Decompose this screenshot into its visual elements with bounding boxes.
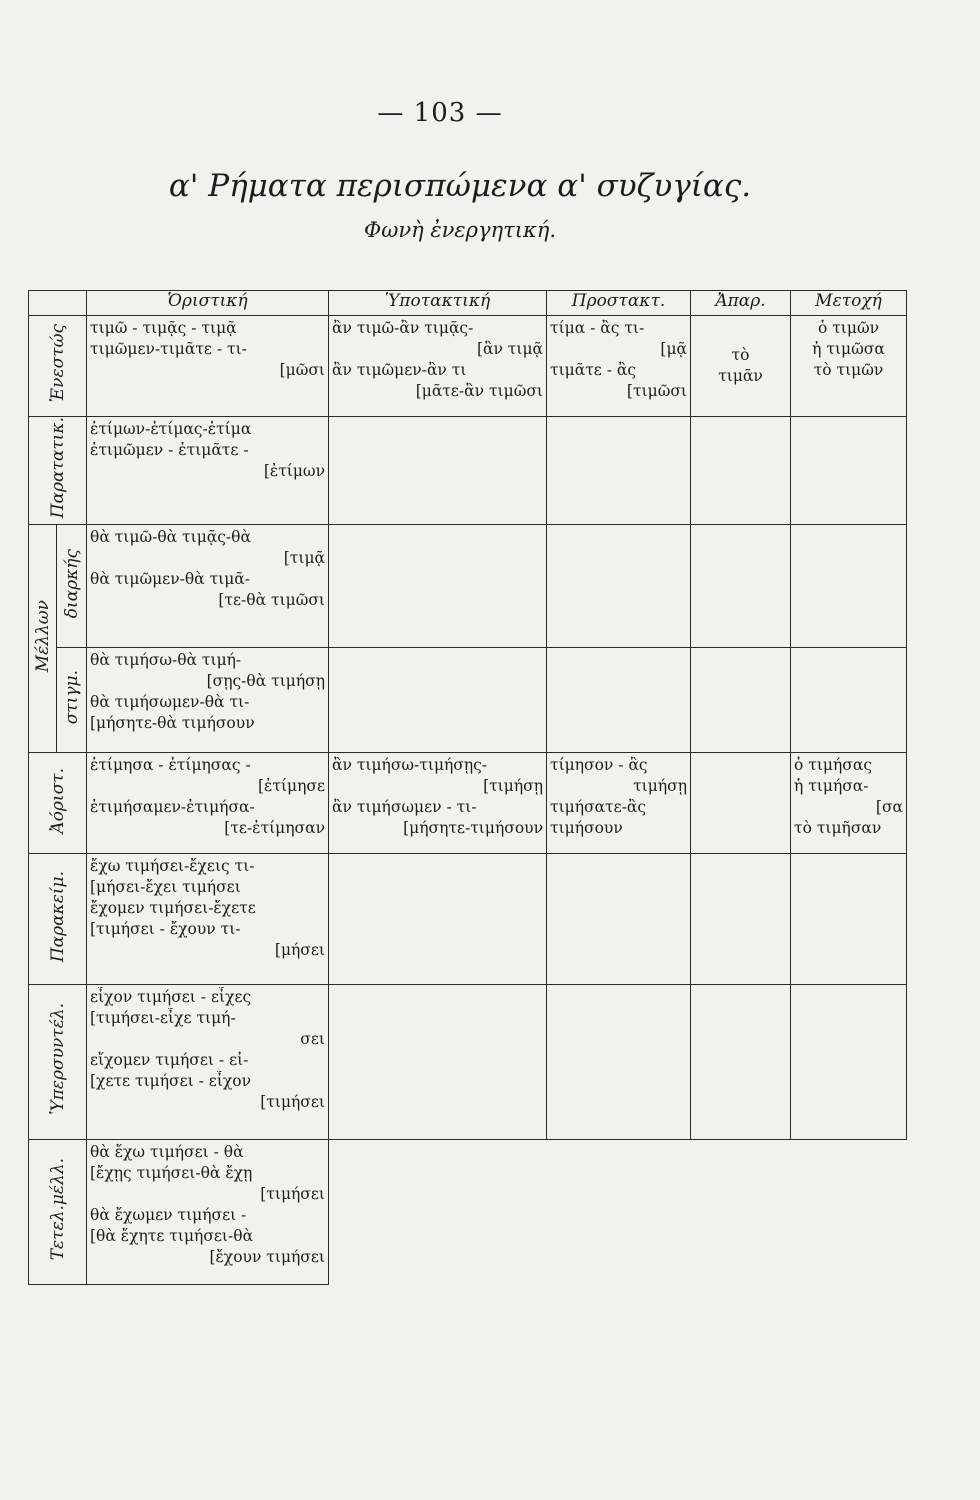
- future-perfect-participle: [791, 1140, 907, 1285]
- row-future-perfect: [29, 1140, 907, 1285]
- header-imperative: Προστακτ.: [547, 291, 691, 316]
- aorist-participle: ὁ τιμήσας ἡ τιμήσα- [σα τὸ τιμῆσαν: [791, 753, 907, 854]
- header-indicative: Ὁριστική: [87, 291, 329, 316]
- pluperfect-participle: [791, 985, 907, 1140]
- aorist-infinitive: [691, 753, 791, 854]
- imperfect-subjunctive: [329, 417, 547, 525]
- perfect-participle: [791, 854, 907, 985]
- perfect-indicative: ἔχω τιμήσει-ἔχεις τι- [μήσει-ἔχει τιμήσει ἔχομεν τιμήσει-ἔχετε [τιμήσει - ἔχουν τι- [μήσει: [87, 854, 329, 985]
- present-subjunctive: ἂν τιμῶ-ἂν τιμᾷς- [ἂν τιμᾷ ἂν τιμῶμεν-ἂν τι [μᾶτε-ἂν τιμῶσι: [329, 316, 547, 417]
- conjugation-table: [28, 290, 907, 1285]
- future-continuous-infinitive: [691, 525, 791, 648]
- pluperfect-indicative: εἶχον τιμήσει - εἶχες [τιμήσει-εἶχε τιμή- σει εἴχομεν τιμήσει - εἰ- [χετε τιμήσει - εἶχον [τιμήσει: [87, 985, 329, 1140]
- aorist-subjunctive: ἂν τιμήσω-τιμήσῃς- [τιμήσῃ ἂν τιμήσωμεν - τι- [μήσητε-τιμήσουν: [329, 753, 547, 854]
- aorist-indicative: ἐτίμησα - ἐτίμησας - [ἐτίμησε ἐτιμήσαμεν-ἐτιμήσα- [τε-ἐτίμησαν: [87, 753, 329, 854]
- perfect-infinitive: [691, 854, 791, 985]
- future-perfect-indicative: θὰ ἔχω τιμήσει - θὰ [ἔχῃς τιμήσει-θὰ ἔχῃ [τιμήσει θὰ ἔχωμεν τιμήσει - [θὰ ἔχητε τιμήσει-θὰ [ἔχουν τιμήσει: [87, 1140, 329, 1285]
- future-simple-infinitive: [691, 648, 791, 753]
- aorist-imperative: τίμησον - ἂς τιμήσῃ τιμήσατε-ἂς τιμήσουν: [547, 753, 691, 854]
- label-future: Μέλλων: [29, 525, 57, 753]
- label-future-perfect: Τετελ.μέλλ.: [29, 1140, 87, 1285]
- page-title: α' Ρήματα περισπώμενα α' συζυγίας.: [168, 168, 752, 204]
- row-perfect: [29, 854, 907, 985]
- imperfect-imperative: [547, 417, 691, 525]
- row-future-simple: [29, 648, 907, 753]
- future-perfect-subjunctive: [329, 1140, 547, 1285]
- imperfect-infinitive: [691, 417, 791, 525]
- header-subjunctive: Ὑποτακτική: [329, 291, 547, 316]
- page-subtitle: Φωνὴ ἐνεργητική.: [363, 218, 557, 242]
- row-present: [29, 316, 907, 417]
- present-indicative: τιμῶ - τιμᾷς - τιμᾷ τιμῶμεν-τιμᾶτε - τι- [μῶσι: [87, 316, 329, 417]
- label-future-simple: στιγμ.: [57, 648, 87, 753]
- perfect-subjunctive: [329, 854, 547, 985]
- header-row: [29, 291, 907, 316]
- future-continuous-participle: [791, 525, 907, 648]
- header-infinitive: Ἀπαρ.: [691, 291, 791, 316]
- future-simple-subjunctive: [329, 648, 547, 753]
- pluperfect-infinitive: [691, 985, 791, 1140]
- future-perfect-infinitive: [691, 1140, 791, 1285]
- pluperfect-subjunctive: [329, 985, 547, 1140]
- header-participle: Μετοχή: [791, 291, 907, 316]
- label-pluperfect: Ὑπερσυντέλ.: [29, 985, 87, 1140]
- present-participle: ὁ τιμῶν ἡ τιμῶσα τὸ τιμῶν: [791, 316, 907, 417]
- row-pluperfect: [29, 985, 907, 1140]
- page-number: — 103 —: [377, 98, 503, 128]
- imperfect-participle: [791, 417, 907, 525]
- present-imperative: τίμα - ἂς τι- [μᾷ τιμᾶτε - ἂς [τιμῶσι: [547, 316, 691, 417]
- row-future-continuous: [29, 525, 907, 648]
- future-continuous-indicative: θὰ τιμῶ-θὰ τιμᾷς-θὰ [τιμᾷ θὰ τιμῶμεν-θὰ τιμᾶ- [τε-θὰ τιμῶσι: [87, 525, 329, 648]
- label-aorist: Ἀόριστ.: [29, 753, 87, 854]
- future-simple-imperative: [547, 648, 691, 753]
- label-present: Ἐνεστώς: [29, 316, 87, 417]
- label-future-continuous: διαρκής: [57, 525, 87, 648]
- row-imperfect: [29, 417, 907, 525]
- imperfect-indicative: ἐτίμων-ἐτίμας-ἐτίμα ἐτιμῶμεν - ἐτιμᾶτε - [ἐτίμων: [87, 417, 329, 525]
- future-simple-indicative: θὰ τιμήσω-θὰ τιμή- [σῃς-θὰ τιμήσῃ θὰ τιμήσωμεν-θὰ τι- [μήσητε-θὰ τιμήσουν: [87, 648, 329, 753]
- label-imperfect: Παρατατικ.: [29, 417, 87, 525]
- row-aorist: [29, 753, 907, 854]
- perfect-imperative: [547, 854, 691, 985]
- future-continuous-subjunctive: [329, 525, 547, 648]
- future-simple-participle: [791, 648, 907, 753]
- present-infinitive: τὸ τιμᾶν: [691, 316, 791, 417]
- future-continuous-imperative: [547, 525, 691, 648]
- header-corner: [29, 291, 87, 316]
- pluperfect-imperative: [547, 985, 691, 1140]
- label-perfect: Παρακείμ.: [29, 854, 87, 985]
- future-perfect-imperative: [547, 1140, 691, 1285]
